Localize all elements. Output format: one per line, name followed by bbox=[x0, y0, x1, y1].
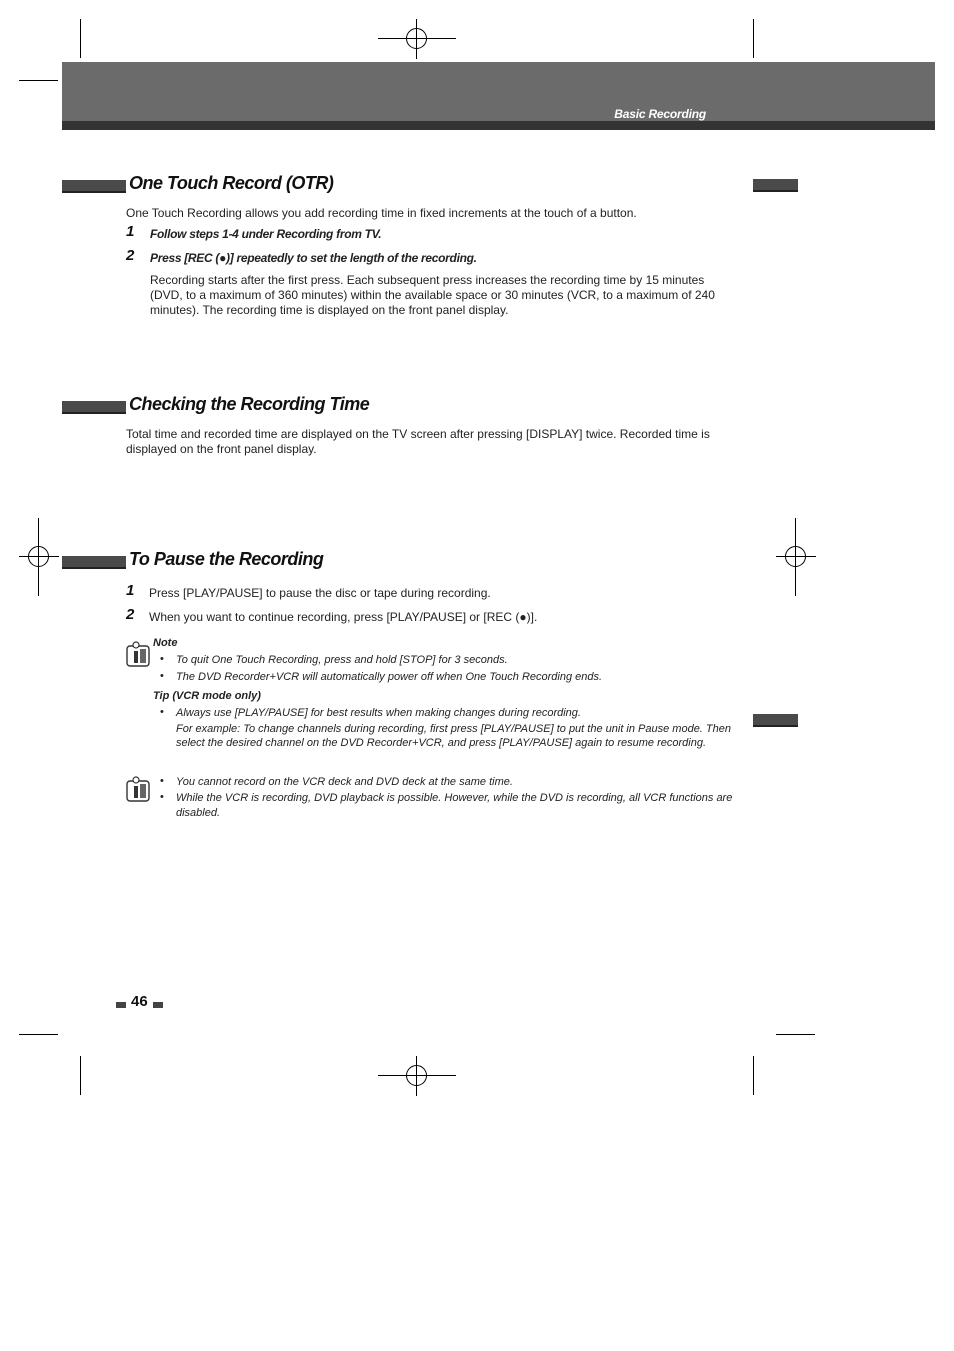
page-number-mark bbox=[153, 1002, 163, 1008]
step-number: 2 bbox=[126, 247, 135, 264]
registration-mark-right bbox=[776, 518, 816, 596]
otr-intro: One Touch Recording allows you add recording time in fixed increments at the touch of a button. bbox=[126, 206, 637, 220]
tip-heading: Tip (VCR mode only) bbox=[153, 690, 261, 702]
otr-detail-line: minutes). The recording time is displayed on the front panel display. bbox=[150, 303, 509, 317]
otr-step-1: Follow steps 1-4 under Recording from TV. bbox=[150, 227, 382, 241]
section-bar bbox=[62, 556, 126, 569]
section-bar bbox=[62, 180, 126, 193]
bullet: • bbox=[160, 775, 164, 787]
note2-line: disabled. bbox=[176, 807, 221, 819]
pause-step-1: Press [PLAY/PAUSE] to pause the disc or tape during recording. bbox=[149, 586, 491, 600]
note-bullet: The DVD Recorder+VCR will automatically power off when One Touch Recording ends. bbox=[176, 671, 603, 683]
bullet: • bbox=[160, 791, 164, 803]
bullet: • bbox=[160, 706, 164, 718]
note-heading: Note bbox=[153, 637, 178, 649]
tip-line: select the desired channel on the DVD Recorder+VCR, and press [PLAY/PAUSE] again to resume recording. bbox=[176, 737, 707, 749]
crop-mark bbox=[776, 1034, 815, 1035]
tip-line: For example: To change channels during recording, first press [PLAY/PAUSE] to put the unit in Pause mode. Then bbox=[176, 723, 731, 735]
crop-mark bbox=[753, 19, 754, 58]
note-bullet: To quit One Touch Recording, press and hold [STOP] for 3 seconds. bbox=[176, 654, 508, 666]
tip-line: Always use [PLAY/PAUSE] for best results when making changes during recording. bbox=[176, 707, 581, 719]
side-tab bbox=[753, 714, 798, 727]
pause-step-2: When you want to continue recording, press [PLAY/PAUSE] or [REC (●)]. bbox=[149, 610, 538, 624]
side-tab bbox=[753, 179, 798, 192]
header-band bbox=[62, 62, 935, 122]
header-section-label: Basic Recording bbox=[614, 107, 706, 121]
section-title-check: Checking the Recording Time bbox=[129, 394, 370, 414]
header-strip bbox=[62, 121, 935, 130]
crop-mark bbox=[80, 1056, 81, 1095]
crop-mark bbox=[753, 1056, 754, 1095]
step-number: 1 bbox=[126, 582, 135, 599]
crop-mark bbox=[19, 1034, 58, 1035]
otr-step-2: Press [REC (●)] repeatedly to set the length of the recording. bbox=[150, 251, 477, 265]
section-title-otr: One Touch Record (OTR) bbox=[129, 173, 334, 193]
page-number: 46 bbox=[131, 993, 148, 1010]
check-body-line: Total time and recorded time are displayed on the TV screen after pressing [DISPLAY] twice. Recorded time is bbox=[126, 427, 710, 441]
section-title-pause: To Pause the Recording bbox=[129, 549, 324, 569]
otr-detail-line: Recording starts after the first press. Each subsequent press increases the recording time by 15 minutes bbox=[150, 273, 705, 287]
section-bar bbox=[62, 401, 126, 414]
info-icon bbox=[126, 776, 150, 802]
info-icon bbox=[126, 641, 150, 667]
crop-mark bbox=[19, 80, 58, 81]
page-number-mark bbox=[116, 1002, 126, 1008]
registration-mark-bottom bbox=[378, 1056, 456, 1096]
bullet: • bbox=[160, 653, 164, 665]
registration-mark-top bbox=[378, 19, 456, 59]
registration-mark-left bbox=[19, 518, 59, 596]
bullet: • bbox=[160, 670, 164, 682]
note2-line: You cannot record on the VCR deck and DVD deck at the same time. bbox=[176, 776, 513, 788]
otr-detail-line: (DVD, to a maximum of 360 minutes) within the available space or 30 minutes (VCR, to a maximum of 240 bbox=[150, 288, 715, 302]
step-number: 1 bbox=[126, 223, 135, 240]
check-body-line: displayed on the front panel display. bbox=[126, 442, 317, 456]
step-number: 2 bbox=[126, 606, 135, 623]
crop-mark bbox=[80, 19, 81, 58]
note2-line: While the VCR is recording, DVD playback is possible. However, while the DVD is recording, all VCR functions are bbox=[176, 792, 733, 804]
